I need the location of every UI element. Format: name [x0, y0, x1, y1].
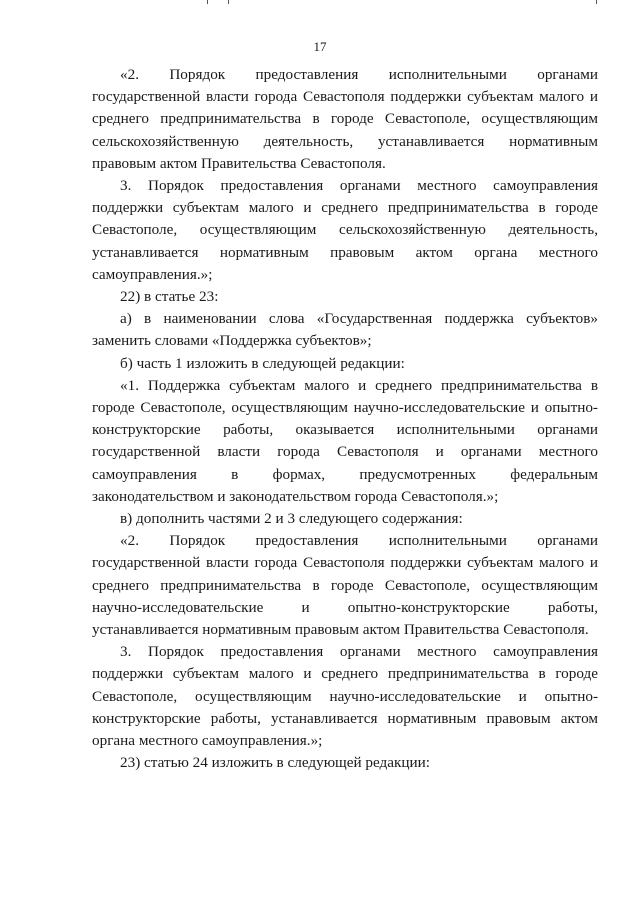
page-number: 17 — [313, 39, 327, 54]
paragraph: в) дополнить частями 2 и 3 следующего содержания: — [120, 510, 463, 528]
paragraph: 3. Порядок предоставления органами местного самоуправления поддержки субъектам малого и среднего предпринимательства в городе Севастополе, осуществляющим сельскохозяйственную деятельность, устанавливается нормативным правовым актом органа местного самоуправления.»; — [92, 177, 598, 283]
scan-artifact — [228, 0, 229, 4]
paragraph: а) в наименовании слова «Государственная поддержка субъектов» заменить словами «Поддержка субъектов»; — [92, 310, 598, 350]
paragraph: 22) в статье 23: — [120, 288, 219, 306]
document-body — [92, 64, 598, 775]
paragraph: б) часть 1 изложить в следующей редакции: — [120, 354, 405, 372]
paragraph: «2. Порядок предоставления исполнительными органами государственной власти города Севастополя поддержки субъектам малого и среднего предпринимательства в городе Севастополе, осуществляющим научно-исследовательские и опытно-конструкторские работы, устанавливается нормативным правовым актом Правительства Севастополя. — [92, 532, 598, 639]
scan-artifact — [596, 0, 597, 4]
paragraph: 23) статью 24 изложить в следующей редакции: — [120, 754, 430, 772]
paragraph: 3. Порядок предоставления органами местного самоуправления поддержки субъектам малого и среднего предпринимательства в городе Севастополе, осуществляющим научно-исследовательские и опытно-конструкторские работы, устанавливается нормативным правовым актом органа местного самоуправления.»; — [92, 643, 598, 750]
scan-artifact — [207, 0, 208, 4]
paragraph: «1. Поддержка субъектам малого и среднего предпринимательства в городе Севастополе, осуществляющим научно-исследовательские и опытно-конструкторские работы, оказывается исполнительными органами государственной власти города Севастополя и органами местного самоуправления в формах, предусмотренных федеральным законодательством и законодательством города Севастополя.»; — [92, 376, 598, 505]
paragraph: «2. Порядок предоставления исполнительными органами государственной власти города Севастополя поддержки субъектам малого и среднего предпринимательства в городе Севастополе, осуществляющим сельскохозяйственную деятельность, устанавливается нормативным правовым актом Правительства Севастополя. — [92, 66, 598, 172]
